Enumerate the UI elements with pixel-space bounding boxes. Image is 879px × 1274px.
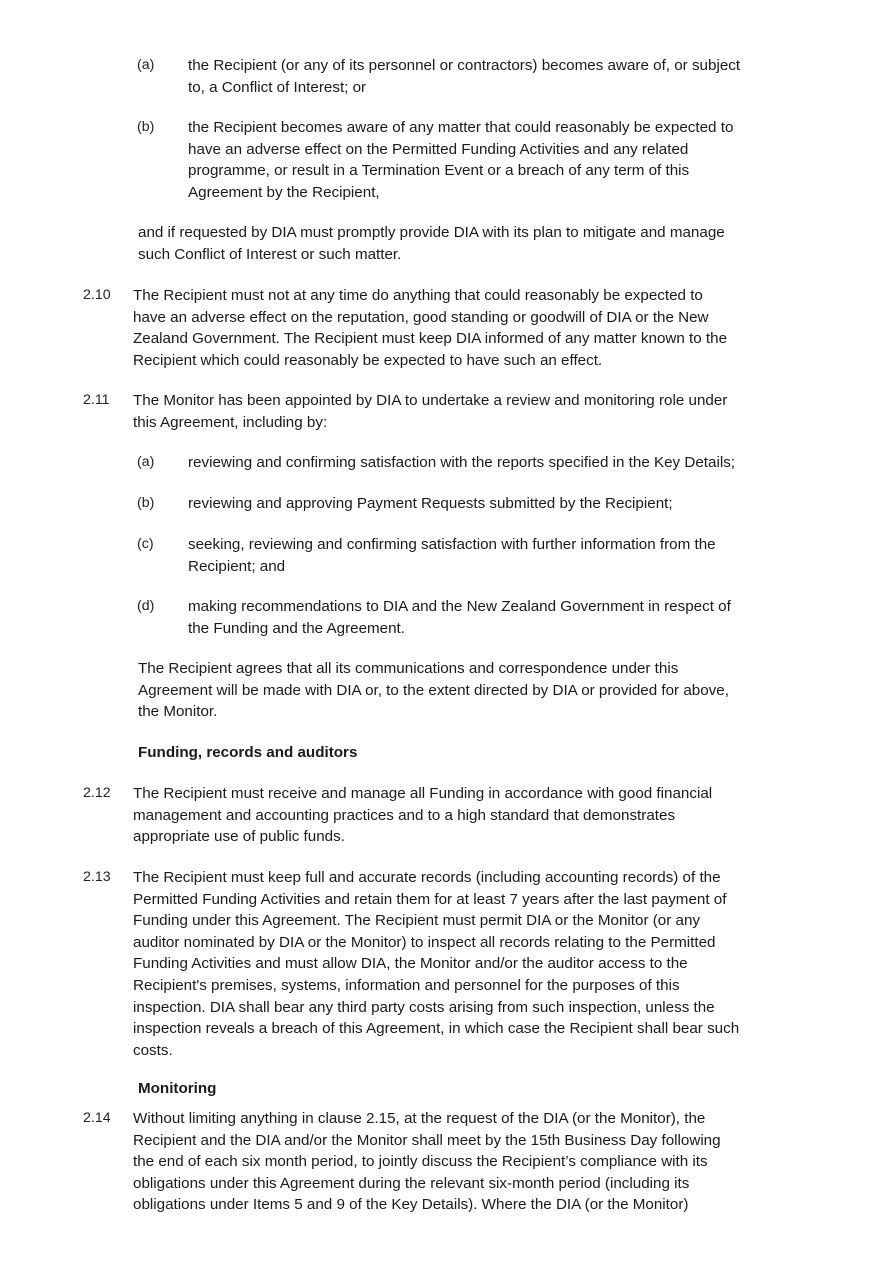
text-line: obligations under Items 5 and 9 of the Key Details). Where the DIA (or the Monitor) bbox=[133, 1196, 689, 1214]
clause-number: 2.14 bbox=[83, 1110, 111, 1126]
clause-text bbox=[133, 285, 727, 371]
text-line: seeking, reviewing and confirming satisfaction with further information from the bbox=[188, 536, 716, 553]
text-line: The Recipient must receive and manage all Funding in accordance with good financial bbox=[133, 785, 713, 802]
subclause-text bbox=[188, 117, 733, 203]
text-line: The Monitor has been appointed by DIA to undertake a review and monitoring role under bbox=[133, 392, 728, 409]
text-line: Funding, records and auditors bbox=[138, 744, 358, 761]
clause-text bbox=[133, 783, 712, 848]
text-line: and if requested by DIA must promptly provide DIA with its plan to mitigate and manage bbox=[138, 224, 725, 241]
text-line: appropriate use of public funds. bbox=[133, 828, 345, 846]
paragraph bbox=[138, 222, 725, 265]
subclause-label: (d) bbox=[137, 598, 155, 614]
text-line: Without limiting anything in clause 2.15, at the request of the DIA (or the Monitor), the bbox=[133, 1110, 706, 1127]
clause-number: 2.11 bbox=[83, 392, 110, 408]
text-line: the Recipient (or any of its personnel or contractors) becomes aware of, or subject bbox=[188, 57, 741, 74]
text-line: Recipient and the DIA and/or the Monitor shall meet by the 15th Business Day following bbox=[133, 1131, 721, 1149]
text-line: Recipient which could reasonably be expected to have such an effect. bbox=[133, 351, 603, 369]
text-line: Funding Activities and must allow DIA, the Monitor and/or the auditor access to the bbox=[133, 955, 688, 973]
text-line: the Funding and the Agreement. bbox=[188, 619, 405, 637]
text-line: the Recipient becomes aware of any matter that could reasonably be expected to bbox=[188, 119, 734, 136]
subclause-label: (b) bbox=[137, 495, 155, 511]
text-line: The Recipient must keep full and accurate records (including accounting records) of the bbox=[133, 869, 721, 886]
text-line: the Monitor. bbox=[138, 703, 218, 721]
text-line: Agreement will be made with DIA or, to the extent directed by DIA or provided for above, bbox=[138, 681, 729, 699]
text-line: The Recipient must not at any time do anything that could reasonably be expected to bbox=[133, 287, 703, 304]
text-line: obligations under this Agreement during the relevant six-month period (including its bbox=[133, 1174, 690, 1192]
subclause-label: (c) bbox=[137, 536, 154, 552]
subclause-text bbox=[188, 534, 716, 577]
subclause-label: (b) bbox=[137, 119, 155, 135]
clause-text bbox=[133, 390, 727, 433]
text-line: have an adverse effect on the reputation, good standing or goodwill of DIA or the New bbox=[133, 308, 709, 326]
clause-number: 2.10 bbox=[83, 287, 111, 303]
subclause-label: (a) bbox=[137, 454, 155, 470]
text-line: such Conflict of Interest or such matter. bbox=[138, 245, 402, 263]
clause-number: 2.13 bbox=[83, 869, 111, 885]
text-line: costs. bbox=[133, 1041, 173, 1059]
text-line: Permitted Funding Activities and retain them for at least 7 years after the last payment of bbox=[133, 890, 727, 908]
text-line: inspection. DIA shall bear any third party costs arising from such inspection, unless the bbox=[133, 998, 715, 1016]
text-line: this Agreement, including by: bbox=[133, 413, 328, 431]
text-line: the end of each six month period, to jointly discuss the Recipient’s compliance with its bbox=[133, 1153, 708, 1171]
text-line: have an adverse effect on the Permitted Funding Activities and any related bbox=[188, 140, 689, 158]
clause-text bbox=[133, 1108, 721, 1216]
text-line: Monitoring bbox=[138, 1080, 217, 1097]
subclause-label: (a) bbox=[137, 57, 155, 73]
text-line: Funding under this Agreement. The Recipient must permit DIA or the Monitor (or any bbox=[133, 912, 700, 930]
text-line: making recommendations to DIA and the New Zealand Government in respect of bbox=[188, 598, 731, 615]
text-line: to, a Conflict of Interest; or bbox=[188, 78, 367, 96]
subclause-text bbox=[188, 596, 731, 639]
section-heading bbox=[138, 742, 357, 764]
text-line: management and accounting practices and to a high standard that demonstrates bbox=[133, 806, 676, 824]
subclause-text bbox=[188, 55, 740, 98]
clause-number: 2.12 bbox=[83, 785, 111, 801]
clause-text bbox=[133, 867, 739, 1061]
text-line: reviewing and confirming satisfaction with the reports specified in the Key Details; bbox=[188, 454, 736, 471]
text-line: Agreement by the Recipient, bbox=[188, 183, 380, 201]
paragraph bbox=[138, 658, 729, 723]
text-line: auditor nominated by DIA or the Monitor) to inspect all records relating to the Permitted bbox=[133, 933, 716, 951]
subclause-text bbox=[188, 452, 735, 474]
text-line: The Recipient agrees that all its communications and correspondence under this bbox=[138, 660, 679, 677]
subclause-text bbox=[188, 493, 673, 515]
text-line: programme, or result in a Termination Event or a breach of any term of this bbox=[188, 162, 690, 180]
text-line: Recipient; and bbox=[188, 557, 286, 575]
text-line: inspection reveals a breach of this Agreement, in which case the Recipient shall bear such bbox=[133, 1020, 740, 1038]
text-line: Recipient's premises, systems, information and personnel for the purposes of this bbox=[133, 976, 680, 994]
section-heading bbox=[138, 1078, 216, 1100]
text-line: reviewing and approving Payment Requests submitted by the Recipient; bbox=[188, 495, 673, 512]
text-line: Zealand Government. The Recipient must keep DIA informed of any matter known to the bbox=[133, 330, 728, 348]
